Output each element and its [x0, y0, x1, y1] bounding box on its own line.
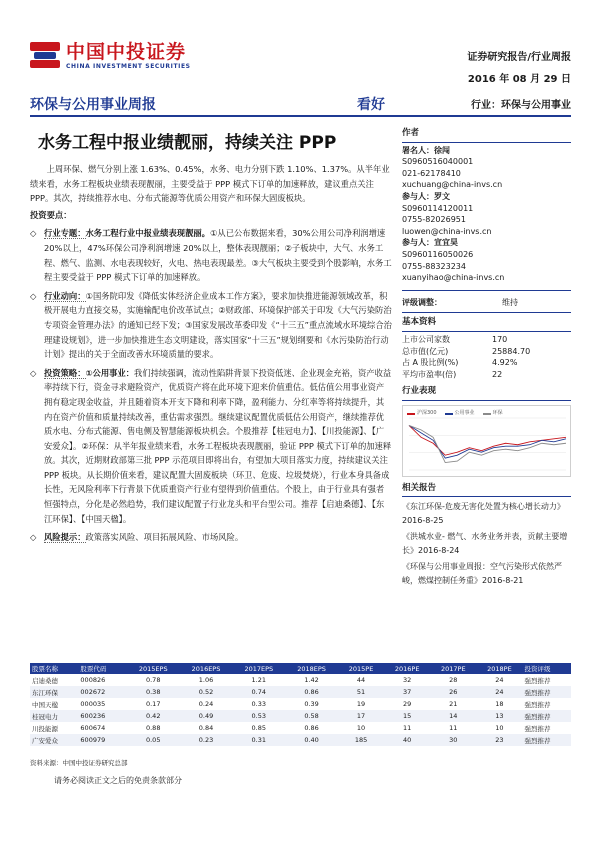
- basic-row: [402, 346, 571, 358]
- basic-key: 总市值(亿元): [402, 346, 449, 356]
- diamond-bullet-icon: ◇: [30, 228, 37, 239]
- author-email[interactable]: xuanyihao@china-invs.cn: [402, 273, 505, 283]
- table-cell: 600236: [78, 710, 126, 722]
- table-cell: 600674: [80, 724, 106, 732]
- basic-key: 平均市盈率(倍): [402, 369, 457, 379]
- table-cell: 24: [476, 686, 522, 698]
- table-cell: 0.86: [285, 686, 338, 698]
- table-cell: 29: [403, 700, 412, 708]
- basic-value: 25884.70: [492, 346, 531, 356]
- table-row: [30, 734, 571, 746]
- author-block: [402, 145, 571, 191]
- col-header: 股票名称: [30, 663, 78, 674]
- invest-heading: 投资要点：: [30, 209, 72, 220]
- bullet-bold: 水务工程行业中报业绩表现靓丽。: [85, 228, 210, 239]
- table-cell: 0.84: [198, 724, 214, 732]
- table-cell: 37: [384, 686, 430, 698]
- bullet-text: ①国务院印发《降低实体经济企业成本工作方案》，要求加快推进能源领域改革，积极开展电力直接交易，实施输配电价改革试点；②财政部、环境保护部关于印发《大气污染防治专项资金管理办法》的通知已经下发；③国家发展改革委印发《“十三五”重点流域水环境综合治理建设规划》，进一步加快推进生态文明建设，落实国家“十三五”规划纲要和《水污染防治行动计划》提出的关于全面改善水环境质量的要求。: [44, 290, 392, 360]
- table-cell: 0.88: [145, 724, 161, 732]
- author-section-title: 作者: [402, 128, 571, 143]
- bullet-text: ①从已公布数据来看，30%公用公司净利润增速 20%以上，47%环保公司净利润增速 20%以上，整体表现靓丽；②子板块中，大气、水务工程、燃气、监测、水电表现较好，火电、热电表现最差。③大气板块主要受到个股影响，水务工程主要受益于 PPP 模式下订单的加速释放。: [44, 228, 392, 283]
- report-series-title: 环保与公用事业周报: [30, 97, 156, 113]
- table-cell: 强烈推荐: [522, 710, 571, 722]
- table-cell: 0.39: [304, 700, 319, 708]
- table-cell: 0.53: [232, 710, 285, 722]
- disclaimer: 请务必阅读正文之后的免责条款部分: [54, 776, 182, 785]
- logo-en: CHINA INVESTMENT SECURITIES: [66, 62, 191, 70]
- table-cell: 0.40: [285, 734, 338, 746]
- table-cell: 0.49: [180, 710, 233, 722]
- legend-label: 公用事业: [454, 409, 475, 416]
- diamond-bullet-icon: ◇: [30, 532, 37, 543]
- header-divider: [30, 115, 571, 117]
- author-id: S0960114120011: [402, 203, 474, 213]
- col-header: 2016EPS: [180, 663, 233, 674]
- performance-section-title: 行业表现: [402, 386, 571, 401]
- col-header: 投资评级: [522, 663, 571, 674]
- table-cell: 0.86: [304, 724, 319, 732]
- table-cell: 东江环保: [30, 686, 78, 698]
- bullet-industry-news: [30, 289, 392, 362]
- table-cell: 强烈推荐: [522, 686, 571, 698]
- main-content: [30, 162, 392, 545]
- table-cell: 000035: [80, 700, 106, 708]
- rating-value: 维持: [502, 297, 518, 307]
- table-cell: 40: [384, 734, 430, 746]
- table-cell: 0.31: [232, 734, 285, 746]
- industry-performance-chart: [402, 405, 571, 477]
- chart-plot: [403, 406, 570, 476]
- table-cell: 强烈推荐: [522, 734, 571, 746]
- table-cell: 中国天楹: [32, 700, 58, 709]
- table-cell: 17: [338, 710, 384, 722]
- logo-cn: 中国中投证券: [66, 40, 187, 63]
- author-email[interactable]: xuchuang@china-invs.cn: [402, 180, 503, 190]
- basic-value: 4.92%: [492, 358, 518, 368]
- table-cell: 24: [495, 676, 504, 684]
- author-phone: 0755-88323234: [402, 261, 466, 271]
- table-cell: 23: [476, 734, 522, 746]
- author-name: 参与人：罗文: [402, 191, 450, 201]
- bullet-label: 投资策略：: [44, 367, 86, 378]
- report-type: 证券研究报告/行业周报: [467, 52, 571, 63]
- basic-key: 占 A 股比例(%): [402, 358, 459, 368]
- table-cell: 0.42: [127, 710, 180, 722]
- table-cell: 11: [403, 724, 412, 732]
- diamond-bullet-icon: ◇: [30, 367, 37, 378]
- bullet-text: 我们持续强调，流动性陷阱背景下投资低迷、企业现金充裕，资产收益率持续下行，资金寻求避险资产，优质资产将在此环境下迎来价值重估。低估值公用事业资产拥有稳定现金收益，并且随着资本开支下降和利率下降，盈利能力、分红率等将持续提升，其内在资产价值和质量持续改善，重估需求强烈。继续建议配置优质低估公用资产，继续推荐优质水电、分布式能源、售电侧及智慧能源板块机会。个股推荐【桂冠电力】、【川投能源】、【广安爱众】。②环保：从半年报业绩来看，水务工程板块表现靓丽，验证 PPP 模式下订单的加速释放。其次，近期财政部第三批 PPP 示范项目即将出台，有望加大项目落实力度，持续建议关注 PPP 板块。从长期价值来看，建议配置大固废板块（环卫、危废、垃圾焚烧），行业本身具备成长性，无风险利率下行背景下优质重资产行业有望得到价值重估。个股上，由于行业具有强者恒强特点，分化是必然趋势，我们建议配置子行业龙头和平台型公司。推荐【启迪桑德】、【东江环保】、【中国天楹】。: [44, 367, 392, 524]
- basic-row: [402, 357, 571, 369]
- diamond-bullet-icon: ◇: [30, 290, 37, 301]
- table-cell: 185: [338, 734, 384, 746]
- table-cell: 1.06: [198, 676, 214, 684]
- rating-label: 评级调整：: [402, 297, 442, 307]
- table-row: [30, 686, 571, 698]
- rating-adjust: [402, 290, 571, 314]
- table-cell: 强烈推荐: [524, 700, 551, 709]
- table-cell: 19: [356, 700, 366, 708]
- table-row: [30, 710, 571, 722]
- related-report-link[interactable]: 《东江环保-危废无害化处置为核心增长动力》2016-8-25: [402, 502, 565, 525]
- table-cell: 26: [430, 686, 476, 698]
- table-cell: 28: [449, 676, 458, 684]
- basic-row: [402, 369, 571, 381]
- intro-paragraph: 上周环保、燃气分别上涨 1.63%、0.45%，水务、电力分别下跌 1.10%、1.37%。从半年业绩来看，水务工程板块业绩表现靓丽，主要受益于 PPP 模式下订单的加速释放，建议重点关注 PPP。其次，持续推荐水电、分布式能源等优质公用资产和环保大固废板块。: [30, 164, 390, 204]
- source-note: 资料来源：中国中投证券研究总部: [30, 759, 128, 767]
- bullet-label: 行业动向：: [44, 290, 86, 301]
- author-email[interactable]: luowen@china-invs.cn: [402, 226, 492, 236]
- table-cell: 14: [430, 710, 476, 722]
- author-id: S0960516040001: [402, 157, 474, 167]
- table-cell: 川投能源: [32, 724, 58, 733]
- table-cell: 002672: [78, 686, 126, 698]
- legend-label: 环保: [492, 409, 503, 416]
- table-cell: 0.17: [145, 700, 161, 708]
- col-header: 2015EPS: [127, 663, 180, 674]
- basic-row: [402, 334, 571, 346]
- table-cell: 600979: [78, 734, 126, 746]
- table-row: [30, 674, 571, 686]
- bullet-label: 行业专题：: [44, 228, 86, 239]
- basic-value: 22: [492, 369, 503, 379]
- table-cell: 13: [476, 710, 522, 722]
- basic-value: 170: [492, 334, 508, 344]
- table-cell: 18: [495, 700, 504, 708]
- bullet-bold: ①公用事业：: [85, 367, 135, 378]
- table-cell: 0.23: [180, 734, 233, 746]
- series-line: [409, 425, 566, 462]
- table-cell: 000826: [80, 676, 106, 684]
- table-cell: 10: [356, 724, 366, 732]
- bullet-text: 政策落实风险、项目拓展风险、市场风险。: [85, 532, 244, 543]
- col-header: 2018EPS: [285, 663, 338, 674]
- col-header: 股票代码: [78, 663, 126, 674]
- table-cell: 0.38: [127, 686, 180, 698]
- col-header: 2017EPS: [232, 663, 285, 674]
- table-cell: 1.21: [251, 676, 267, 684]
- bullet-strategy: [30, 366, 392, 527]
- sidebar: [402, 128, 571, 587]
- table-cell: 30: [430, 734, 476, 746]
- table-cell: 0.78: [145, 676, 161, 684]
- col-header: 2015PE: [338, 663, 384, 674]
- related-section-title: 相关报告: [402, 483, 571, 498]
- author-name: 署名人：徐闯: [402, 145, 450, 155]
- logo-mark-icon: [30, 40, 60, 70]
- table-cell: 0.74: [232, 686, 285, 698]
- stock-table: [30, 663, 571, 746]
- bullet-label: 风险提示：: [44, 532, 86, 543]
- table-cell: 广安爱众: [30, 734, 78, 746]
- report-date: 2016 年 08 月 29 日: [467, 74, 571, 85]
- industry-rating: 看好: [357, 97, 385, 113]
- author-phone: 021-62178410: [402, 168, 461, 178]
- table-header-row: [30, 663, 571, 674]
- author-name: 参与人：宣宜昊: [402, 238, 458, 248]
- basic-key: 上市公司家数: [402, 334, 450, 344]
- table-cell: 0.58: [285, 710, 338, 722]
- table-cell: 1.42: [304, 676, 319, 684]
- table-cell: 15: [384, 710, 430, 722]
- table-cell: 强烈推荐: [524, 724, 551, 733]
- legend-label: 沪深300: [417, 409, 437, 416]
- table-cell: 启迪桑德: [32, 676, 58, 685]
- author-phone: 0755-82026951: [402, 215, 466, 225]
- table-cell: 强烈推荐: [524, 676, 551, 685]
- author-block: [402, 191, 571, 237]
- table-cell: 0.05: [127, 734, 180, 746]
- company-logo: [30, 40, 191, 70]
- table-cell: 32: [403, 676, 412, 684]
- table-cell: 21: [449, 700, 458, 708]
- related-report-link[interactable]: 《洪城水业- 燃气、水务业务并表，贡献主要增长》2016-8-24: [402, 532, 568, 555]
- table-cell: 0.33: [251, 700, 267, 708]
- col-header: 2017PE: [430, 663, 476, 674]
- table-row: [30, 722, 571, 734]
- table-row: [30, 698, 571, 710]
- bullet-industry-topic: [30, 226, 392, 284]
- table-cell: 桂冠电力: [30, 710, 78, 722]
- table-cell: 0.85: [251, 724, 267, 732]
- author-id: S0960116050026: [402, 249, 474, 259]
- table-cell: 44: [356, 676, 366, 684]
- table-cell: 11: [449, 724, 458, 732]
- table-cell: 0.24: [198, 700, 214, 708]
- table-cell: 10: [495, 724, 504, 732]
- table-cell: 51: [338, 686, 384, 698]
- col-header: 2016PE: [384, 663, 430, 674]
- page-title: 水务工程中报业绩靓丽，持续关注 PPP: [38, 133, 337, 153]
- related-report-link[interactable]: 《环保与公用事业周报：空气污染形式依然严峻，燃煤控制任务重》2016-8-21: [402, 562, 562, 585]
- col-header: 2018PE: [476, 663, 522, 674]
- bullet-risk: [30, 530, 392, 545]
- table-cell: 0.52: [180, 686, 233, 698]
- basic-section-title: 基本资料: [402, 317, 571, 332]
- industry-label: 行业：环保与公用事业: [471, 100, 571, 111]
- author-block: [402, 237, 571, 283]
